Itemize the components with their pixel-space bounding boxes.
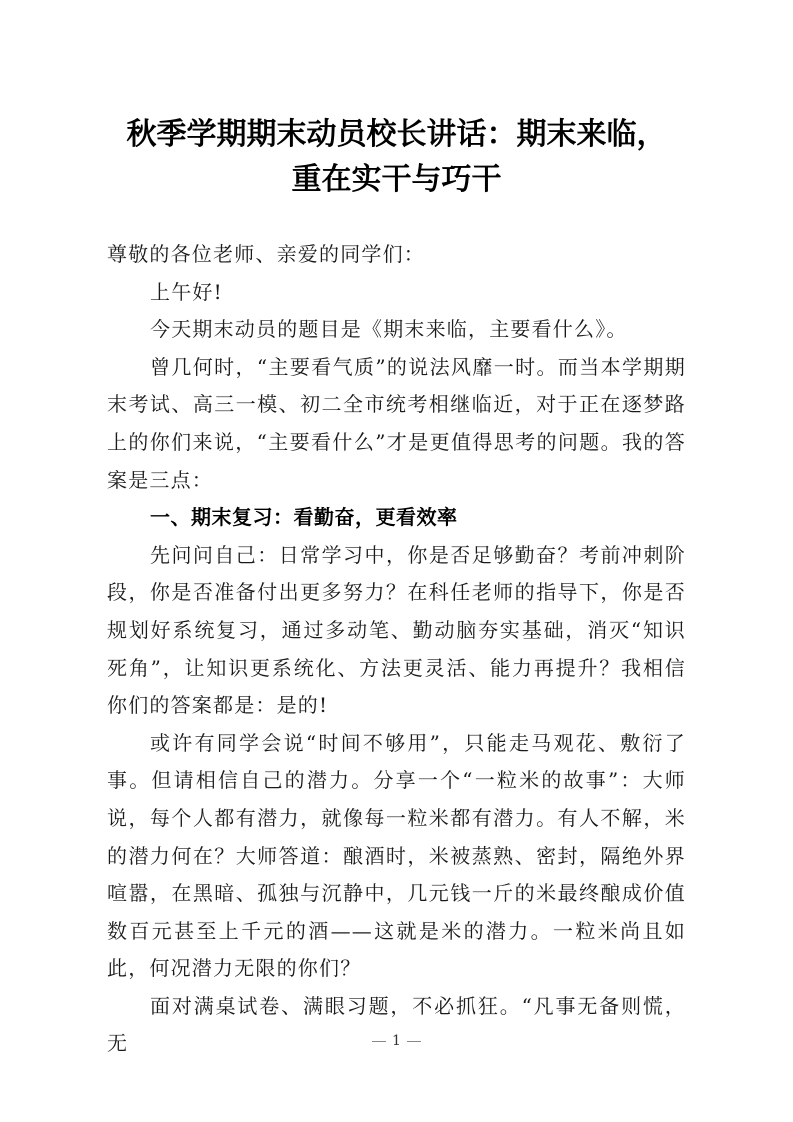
document-title [100, 112, 693, 202]
dash-left-icon [372, 1041, 386, 1042]
title-line-1: 秋季学期期末动员校长讲话：期末来临， [126, 117, 667, 152]
body-paragraph: 或许有同学会说“时间不够用”，只能走马观花、敷衍了事。但请相信自己的潜力。分享一个“一粒米的故事”：大师说，每个人都有潜力，就像每一粒米都有潜力。有人不解，米的潜力何在？大师答道：酿酒时，米被蒸熟、密封，隔绝外界喧嚣，在黑暗、孤独与沉静中，几元钱一斤的米最终酿成价值数百元甚至上千元的酒——这就是米的潜力。一粒米尚且如此，何况潜力无限的你们？ [107, 730, 686, 981]
title-line-2: 重在实干与巧干 [291, 162, 502, 197]
topic-paragraph: 今天期末动员的题目是《期末来临，主要看什么》。 [150, 317, 628, 342]
greeting-paragraph: 上午好! [150, 279, 223, 304]
page-number: 1 [392, 1033, 401, 1049]
dash-right-icon [407, 1041, 421, 1042]
page-footer [0, 1033, 793, 1049]
body-paragraph: 面对满桌试卷、满眼习题，不必抓狂。“凡事无备则慌，无 [107, 993, 686, 1056]
salutation: 尊敬的各位老师、亲爱的同学们： [107, 242, 425, 266]
section-heading-1: 一、期末复习：看勤奋，更看效率 [150, 505, 458, 530]
body-paragraph: 先问问自己：日常学习中，你是否足够勤奋？考前冲刺阶段，你是否准备付出更多努力？在科任老师的指导下，你是否规划好系统复习，通过多动笔、勤动脑夯实基础，消灭“知识死角”，让知识更系统化、方法更灵活、能力再提升？我相信你们的答案都是：是的! [107, 542, 686, 718]
intro-paragraph: 曾几何时，“主要看气质”的说法风靡一时。而当本学期期末考试、高三一模、初二全市统考相继临近，对于正在逐梦路上的你们来说，“主要看什么”才是更值得思考的问题。我的答案是三点： [107, 354, 686, 492]
document-body [107, 236, 686, 1063]
